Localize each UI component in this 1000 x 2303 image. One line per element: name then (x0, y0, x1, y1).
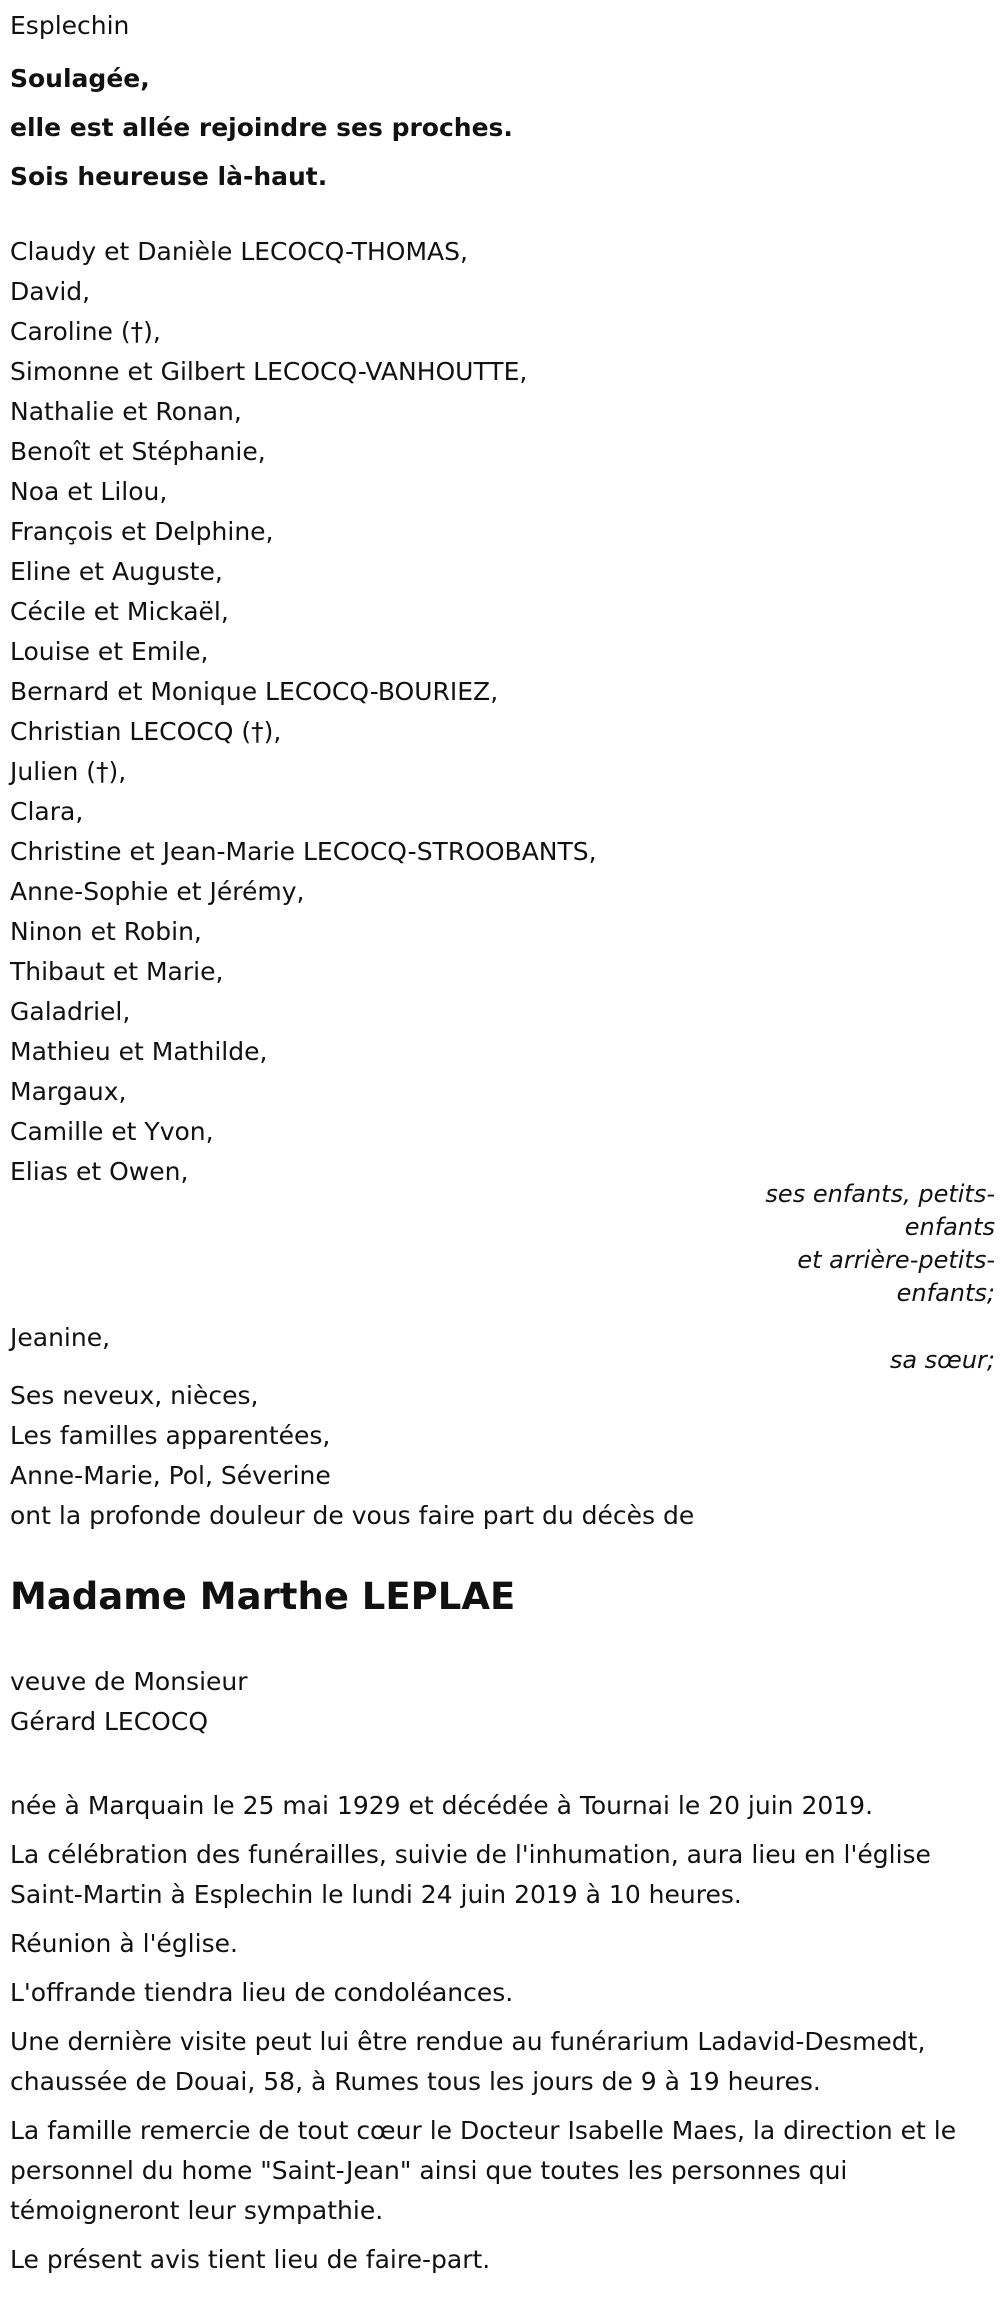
role-line: et arrière-petits-enfants; (797, 1246, 995, 1307)
family-member: Ninon et Robin, (10, 917, 202, 946)
detail-paragraph: Une dernière visite peut lui être rendue au funérarium Ladavid-Desmedt, chaussée de Douai, 58, à Rumes tous les jours de 9 à 19 heures. (10, 2027, 926, 2096)
location: Esplechin (10, 11, 130, 40)
family-member: Galadriel, (10, 997, 131, 1026)
family-member: Camille et Yvon, (10, 1117, 214, 1146)
role-line: ses enfants, petits-enfants (765, 1180, 995, 1241)
family-member: Julien (†), (10, 757, 127, 786)
deceased-name: Madame Marthe LEPLAE (10, 1575, 516, 1618)
relative-line: ont la profonde douleur de vous faire part du décès de (10, 1501, 695, 1530)
detail-paragraph: Le présent avis tient lieu de faire-part. (10, 2245, 491, 2274)
relative-line: Les familles apparentées, (10, 1421, 331, 1450)
detail-paragraph: née à Marquain le 25 mai 1929 et décédée à Tournai le 20 juin 2019. (10, 1791, 874, 1820)
family-member: Noa et Lilou, (10, 477, 168, 506)
family-member: Nathalie et Ronan, (10, 397, 242, 426)
family-member: Thibaut et Marie, (10, 957, 224, 986)
role-children (715, 1178, 995, 1310)
role-sister: sa sœur; (889, 1346, 995, 1374)
intro-line: Sois heureuse là-haut. (10, 162, 328, 191)
family-member: Louise et Emile, (10, 637, 209, 666)
family-member: Margaux, (10, 1077, 127, 1106)
widow-line: Gérard LECOCQ (10, 1707, 208, 1736)
family-member: Bernard et Monique LECOCQ-BOURIEZ, (10, 677, 499, 706)
family-member: Simonne et Gilbert LECOCQ-VANHOUTTE, (10, 357, 528, 386)
widow-of (10, 1662, 248, 1742)
family-member: Mathieu et Mathilde, (10, 1037, 268, 1066)
intro-line: elle est allée rejoindre ses proches. (10, 113, 513, 142)
intro-line: Soulagée, (10, 64, 150, 93)
family-member: Elias et Owen, (10, 1157, 189, 1186)
other-relatives (10, 1376, 694, 1536)
notice-details (10, 1786, 995, 2289)
detail-paragraph: La célébration des funérailles, suivie de l'inhumation, aura lieu en l'église Saint-Martin à Esplechin le lundi 24 juin 2019 à 10 heures. (10, 1840, 931, 1909)
family-member: Claudy et Danièle LECOCQ-THOMAS, (10, 237, 468, 266)
family-member: David, (10, 277, 91, 306)
family-list (10, 232, 597, 1192)
detail-paragraph: La famille remercie de tout cœur le Docteur Isabelle Maes, la direction et le personnel du home "Saint-Jean" ainsi que toutes les personnes qui témoigneront leur sympathie. (10, 2116, 957, 2225)
family-member: Anne-Sophie et Jérémy, (10, 877, 305, 906)
family-member: François et Delphine, (10, 517, 274, 546)
relative-line: Ses neveux, nièces, (10, 1381, 259, 1410)
family-member: Christian LECOCQ (†), (10, 717, 282, 746)
widow-line: veuve de Monsieur (10, 1667, 248, 1696)
intro-verse (10, 54, 513, 201)
detail-paragraph: Réunion à l'église. (10, 1929, 238, 1958)
family-member: Eline et Auguste, (10, 557, 223, 586)
relative-line: Anne-Marie, Pol, Séverine (10, 1461, 331, 1490)
detail-paragraph: L'offrande tiendra lieu de condoléances. (10, 1978, 514, 2007)
family-member: Cécile et Mickaël, (10, 597, 229, 626)
family-member: Christine et Jean-Marie LECOCQ-STROOBANTS, (10, 837, 597, 866)
family-member: Caroline (†), (10, 317, 161, 346)
family-member: Benoît et Stéphanie, (10, 437, 266, 466)
family-member: Clara, (10, 797, 84, 826)
sister-name: Jeanine, (10, 1323, 111, 1352)
